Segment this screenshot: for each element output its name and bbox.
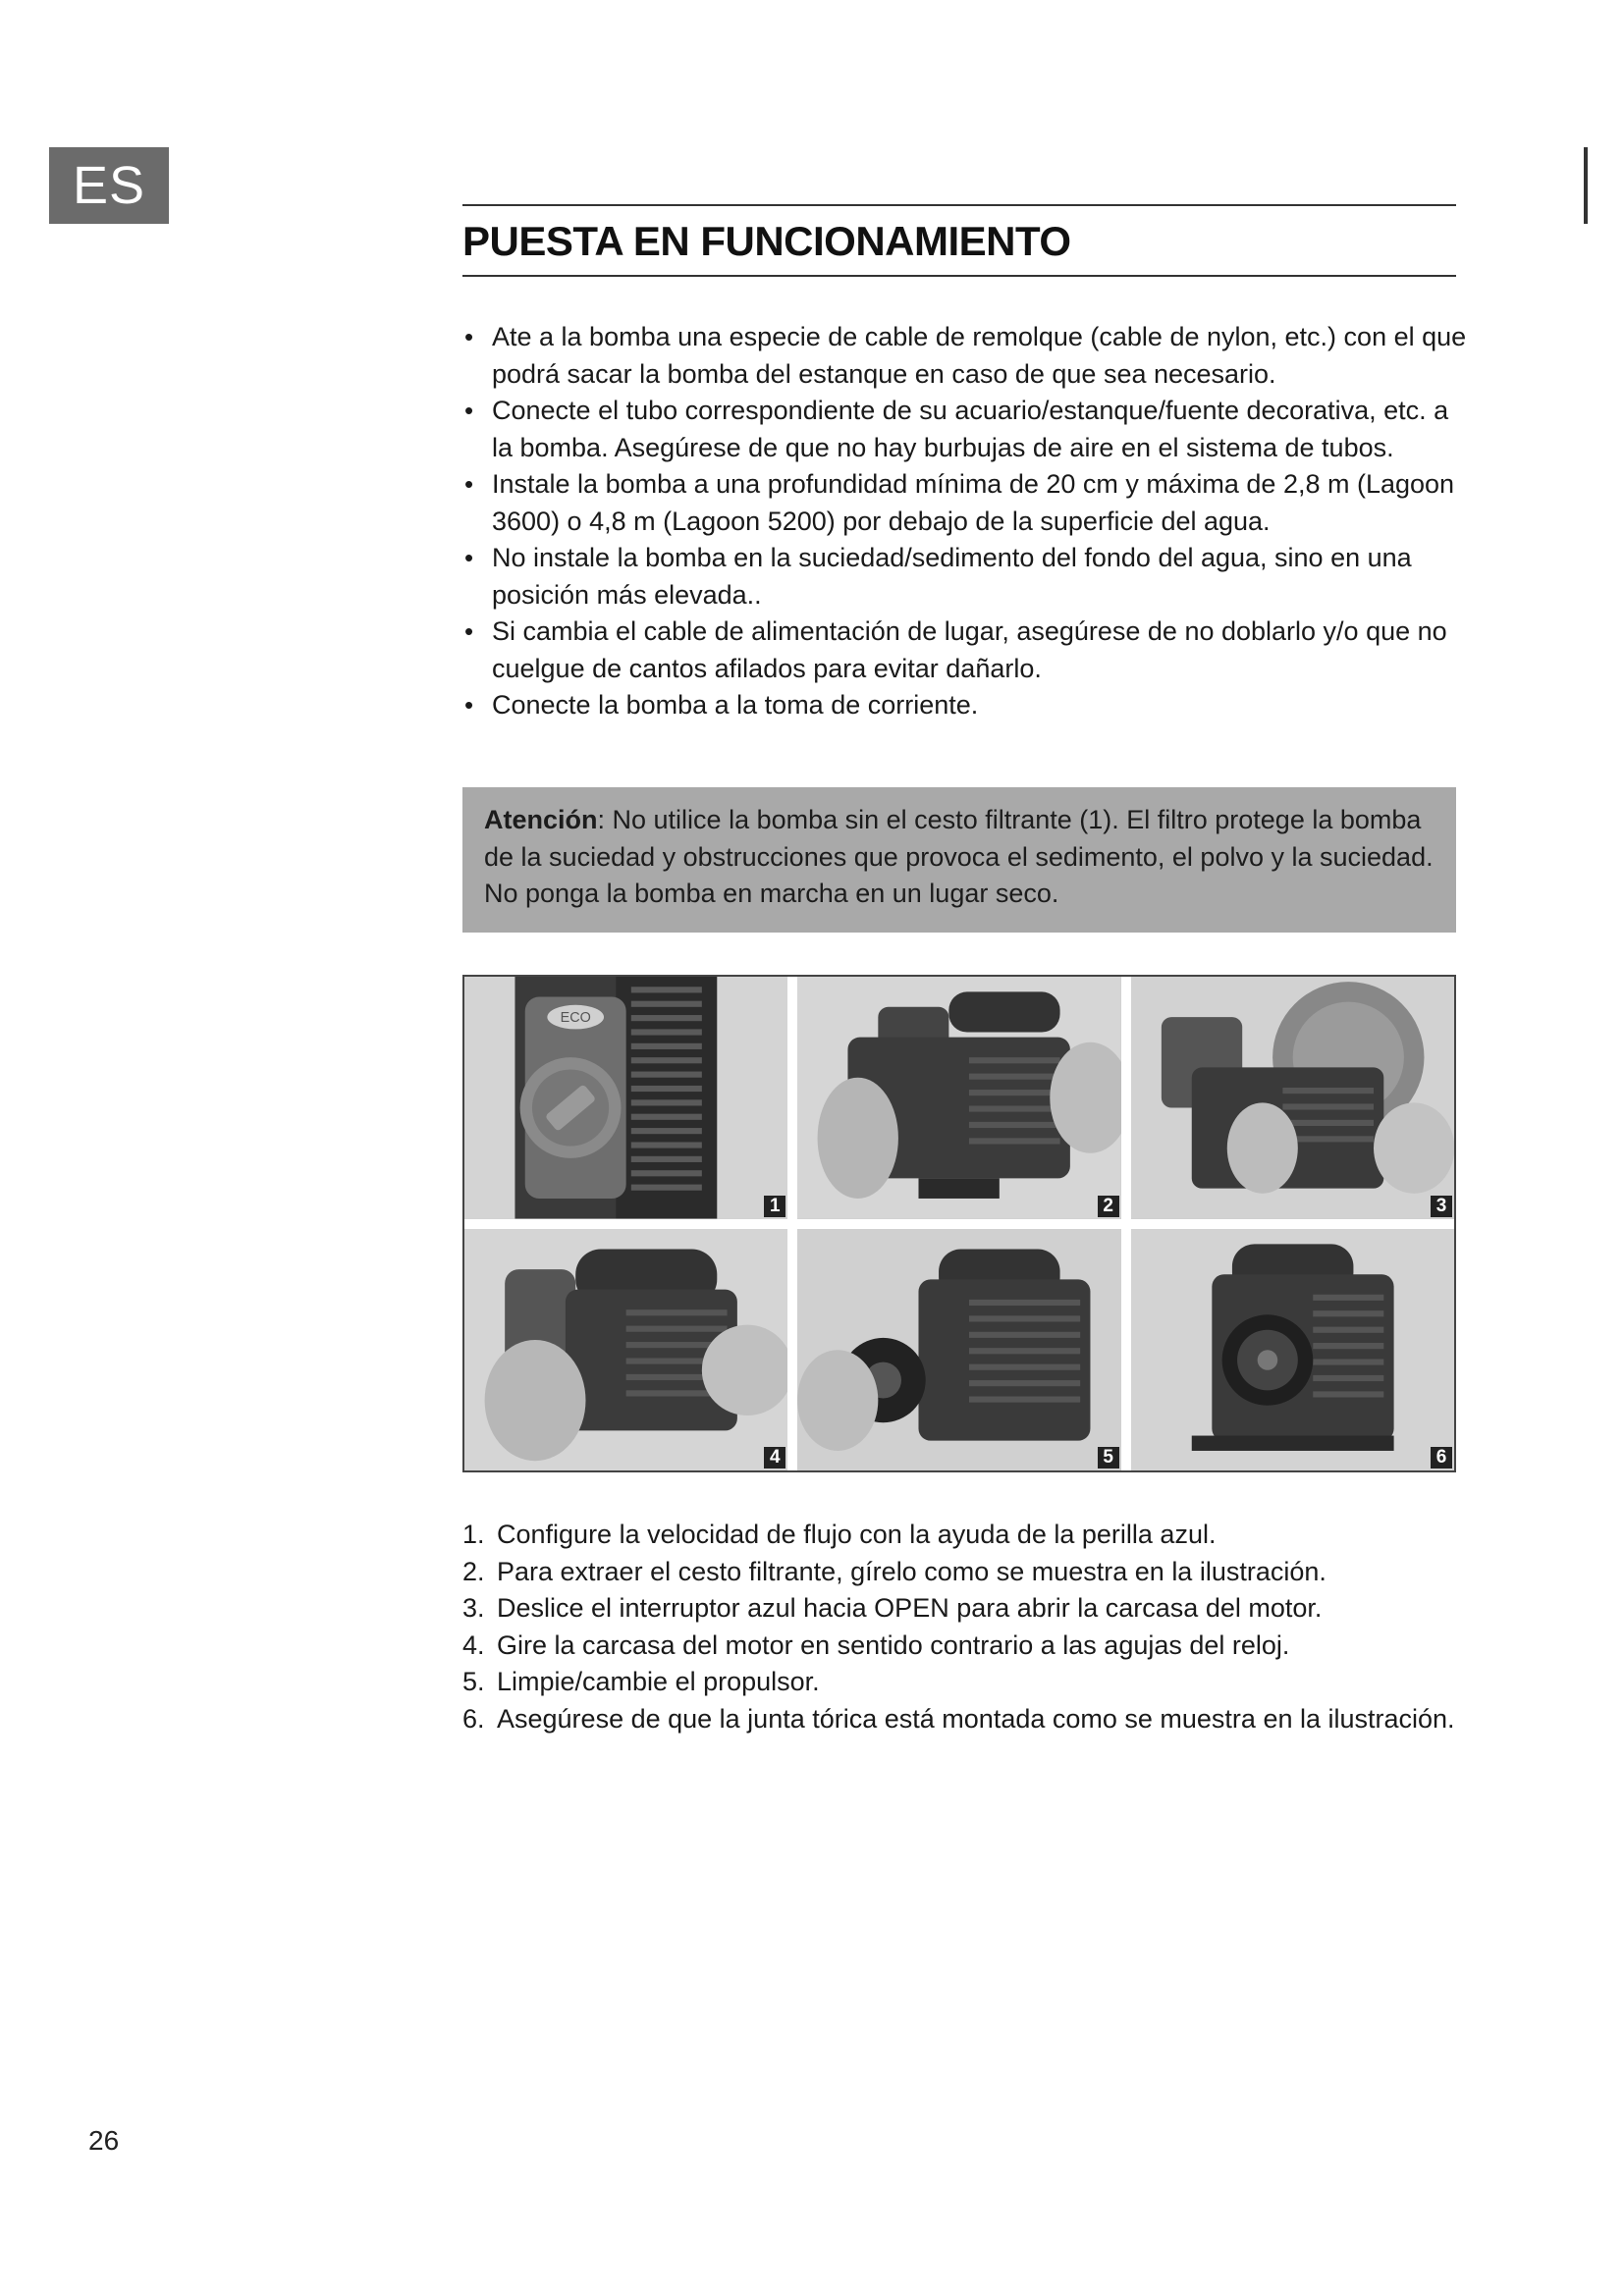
photo-2-remove-basket [797,977,1120,1219]
photo-6-oring [1131,1229,1454,1471]
step-text: Configure la velocidad de flujo con la ayuda de la perilla azul. [497,1520,1217,1549]
photo-number: 3 [1431,1196,1452,1217]
photo-5-clean-impeller [797,1229,1120,1471]
photo-number: 2 [1098,1196,1119,1217]
page-title: PUESTA EN FUNCIONAMIENTO [462,218,1071,264]
eco-label: ECO [560,1010,591,1027]
step-item [462,1554,1474,1591]
photo-3-open-switch [1131,977,1454,1219]
photo-number: 5 [1098,1447,1119,1468]
section-header [462,204,1456,277]
step-number: 1. [462,1520,485,1549]
bullet-item: • Ate a la bomba una especie de cable de remolque (cable de nylon, etc.) con el que podrá sacar la bomba del estanque en caso de que sea necesario. [462,319,1474,393]
step-item [462,1664,1474,1701]
step-item [462,1517,1474,1554]
photo-1-flow-knob [464,977,787,1219]
instruction-bullet-list [462,319,1474,724]
step-text: Limpie/cambie el propulsor. [497,1667,820,1696]
bullet-item: • Si cambia el cable de alimentación de lugar, asegúrese de no doblarlo y/o que no cuelgue de cantos afilados para evitar dañarlo. [462,614,1474,687]
bullet-item: • Conecte el tubo correspondiente de su acuario/estanque/fuente decorativa, etc. a la bomba. Asegúrese de que no hay burbujas de aire en el sistema de tubos. [462,393,1474,466]
remove-basket-illustration [797,977,1120,1219]
page-number: 26 [88,2125,120,2156]
clean-impeller-illustration [797,1229,1120,1471]
oring-illustration [1131,1229,1454,1471]
warning-label: Atención [484,805,598,834]
flow-knob-illustration [464,977,787,1219]
step-item [462,1628,1474,1665]
bullet-item: • No instale la bomba en la suciedad/sedimento del fondo del agua, sino en una posición más elevada.. [462,540,1474,614]
step-item [462,1590,1474,1628]
step-number: 3. [462,1593,485,1623]
photo-number: 1 [764,1196,785,1217]
numbered-step-list [462,1517,1474,1737]
step-number: 4. [462,1629,485,1660]
step-text: Deslice el interruptor azul hacia OPEN para abrir la carcasa del motor. [497,1593,1323,1623]
step-number: 6. [462,1703,485,1734]
photo-4-rotate-housing [464,1229,787,1471]
photo-number: 6 [1431,1447,1452,1468]
page-edge-marker [1584,147,1588,224]
bullet-item: • Conecte la bomba a la toma de corriente. [462,687,1474,724]
step-text: Gire la carcasa del motor en sentido contrario a las agujas del reloj. [497,1629,1290,1660]
step-number: 2. [462,1556,485,1586]
language-tab: ES [49,147,169,224]
step-item [462,1701,1474,1738]
warning-text: : No utilice la bomba sin el cesto filtrante (1). El filtro protege la bomba de la suciedad y obstrucciones que provoca el sedimento, el polvo y la suciedad. No ponga la bomba en marcha en un lugar seco. [484,805,1434,908]
open-switch-illustration [1131,977,1454,1219]
bullet-item: • Instale la bomba a una profundidad mínima de 20 cm y máxima de 2,8 m (Lagoon 3600) o 4,8 m (Lagoon 5200) por debajo de la superficie del agua. [462,466,1474,540]
photo-grid [462,975,1456,1472]
step-text: Asegúrese de que la junta tórica está montada como se muestra en la ilustración. [497,1703,1455,1734]
rotate-housing-illustration [464,1229,787,1471]
warning-box [462,787,1456,933]
step-text: Para extraer el cesto filtrante, gírelo como se muestra en la ilustración. [497,1556,1326,1586]
step-number: 5. [462,1667,485,1696]
photo-number: 4 [764,1447,785,1468]
